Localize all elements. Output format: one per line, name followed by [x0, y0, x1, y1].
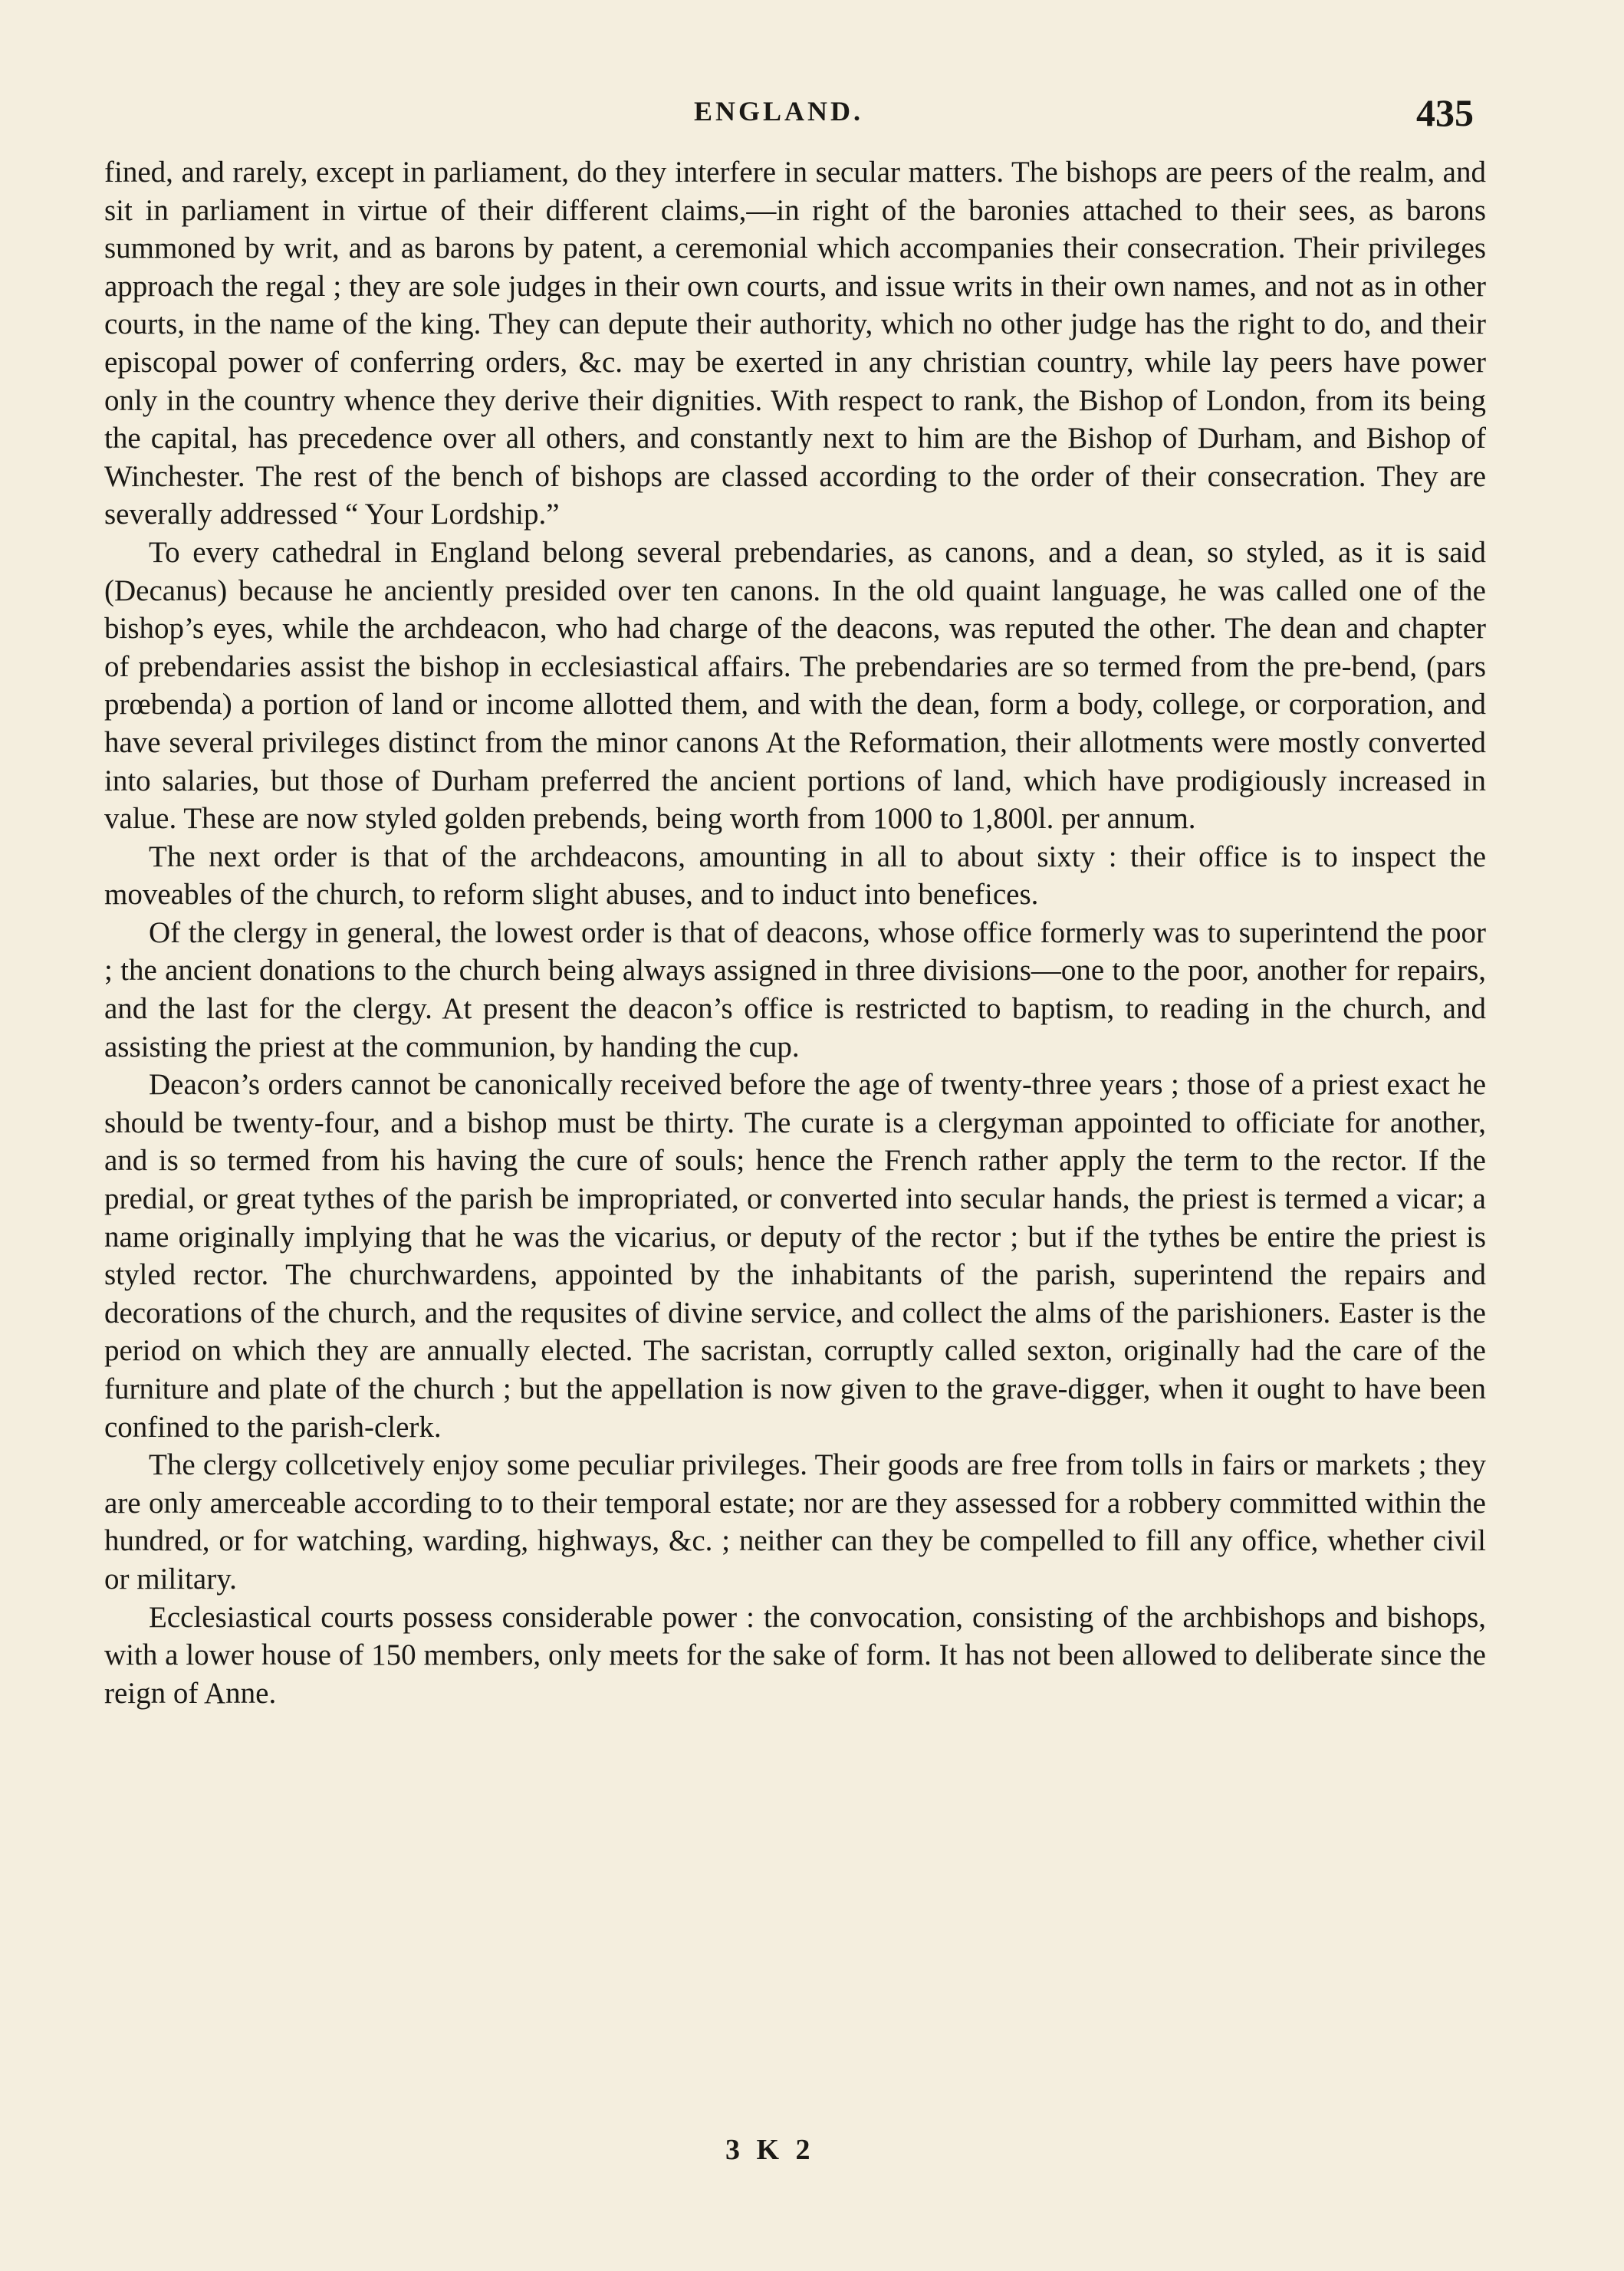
signature-mark: 3 K 2: [725, 2134, 815, 2166]
page-number: 435: [1416, 91, 1474, 134]
running-head: ENGLAND.: [694, 96, 864, 127]
body-text: [104, 153, 1486, 1712]
paragraph-clergy-privileges: The clergy collcetively enjoy some peculiar privileges. Their goods are free from tolls in fairs or markets ; they are only amerceable according to to their temporal estate; nor are they assessed for a robbery committed within the hundred, or for watching, warding, highways, &c. ; neither can they be compelled to fill any office, whether civil or military.: [104, 1448, 1486, 1596]
page-header: [0, 90, 1624, 136]
paragraph-ecclesiastical-courts: Ecclesiastical courts possess considerable power : the convocation, consisting of the archbishops and bishops, with a lower house of 150 members, only meets for the sake of form. It has not been allowed to deliberate since the reign of Anne.: [104, 1600, 1486, 1710]
paragraph-bishops-privileges: fined, and rarely, except in parliament, do they interfere in secular matters. The bishops are peers of the realm, and sit in parliament in virtue of their different claims,—in right of the baronies attached to their sees, as barons summoned by writ, and as barons by patent, a ceremonial which accompanies their consecration. Their privileges approach the regal ; they are sole judges in their own courts, and issue writs in their own names, and not as in other courts, in the name of the king. They can depute their authority, which no other judge has the right to do, and their episcopal power of conferring orders, &c. may be exerted in any christian country, while lay peers have power only in the country whence they derive their dignities. With respect to rank, the Bishop of London, from its being the capital, has precedence over all others, and constantly next to him are the Bishop of Durham, and Bishop of Winchester. The rest of the bench of bishops are classed according to the order of their consecration. They are severally addressed “ Your Lordship.”: [104, 156, 1486, 531]
paragraph-cathedral-prebendaries: To every cathedral in England belong several prebendaries, as canons, and a dean, so styled, as it is said (Decanus) because he anciently presided over ten canons. In the old quaint language, he was called one of the bishop’s eyes, while the archdeacon, who had charge of the deacons, was reputed the other. The dean and chapter of prebendaries assist the bishop in ecclesiastical affairs. The prebendaries are so termed from the pre-bend, (pars prœbenda) a portion of land or income allotted them, and with the dean, form a body, college, or corporation, and have several privileges distinct from the minor canons At the Reformation, their allotments were mostly converted into salaries, but those of Durham preferred the ancient portions of land, which have prodigiously increased in value. These are now styled golden prebends, being worth from 1000 to 1,800l. per annum.: [104, 535, 1486, 836]
paragraph-orders-and-offices: Deacon’s orders cannot be canonically received before the age of twenty-three years ; those of a priest exact he should be twenty-four, and a bishop must be thirty. The curate is a clergyman appointed to officiate for another, and is so termed from his having the cure of souls; hence the French rather apply the term to the rector. If the predial, or great tythes of the parish be impropriated, or converted into secular hands, the priest is termed a vicar; a name originally implying that he was the vicarius, or deputy of the rector ; but if the tythes be entire the priest is styled rector. The churchwardens, appointed by the inhabitants of the parish, superintend the repairs and decorations of the church, and the requsites of divine service, and collect the alms of the parishioners. Easter is the period on which they are annually elected. The sacristan, corruptly called sexton, originally had the care of the furniture and plate of the church ; but the appellation is now given to the grave-digger, when it ought to have been confined to the parish-clerk.: [104, 1068, 1486, 1444]
paragraph-deacons: Of the clergy in general, the lowest order is that of deacons, whose office formerly was to superintend the poor ; the ancient donations to the church being always assigned in three divisions—one to the poor, another for repairs, and the last for the clergy. At present the deacon’s office is restricted to baptism, to reading in the church, and assisting the priest at the communion, by handing the cup.: [104, 915, 1486, 1063]
paragraph-archdeacons: The next order is that of the archdeacons, amounting in all to about sixty : their office is to inspect the moveables of the church, to reform slight abuses, and to induct into benefices.: [104, 840, 1486, 912]
